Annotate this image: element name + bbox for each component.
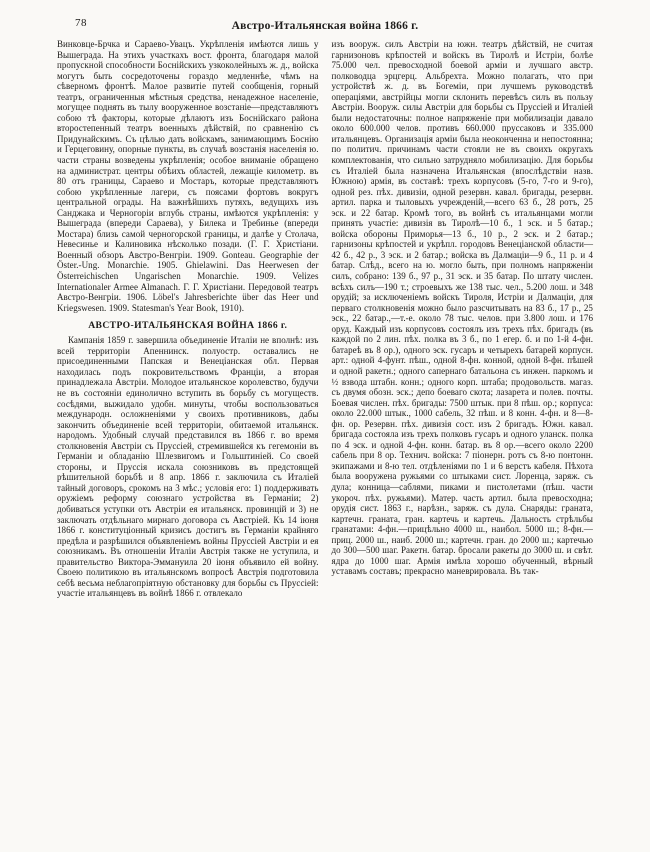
paragraph-continuation-with-bibliography: Винковце-Брчка и Сараево-Увацъ. Укрѣпленія имѣются лишь у Вышеграда. На этихъ участкахъ вост. фронта, благодаря малой пропускной способности Боснійскихъ узкоколейныхъ ж. д., войска могутъ быть сосредоточены гораздо медленнѣе, чѣмъ на сѣверномъ фронтѣ. Малое развитіе путей сообщенія, горный театръ, ограниченныя мѣстныя средства, ненадежное населеніе, могущее поднять въ тылу вооруженное возстаніе—представляютъ собою тѣ факторы, которые дѣлаютъ изъ Боснійскаго района второстепенный театръ военныхъ дѣйствій, по сравненію съ Придунайскимъ. Съ цѣлью дать войскамъ, занимающимъ Боснію и Герцеговину, опорные пункты, въ случаѣ возстанія населенія ю. части страны возведены укрѣпленія; особое вниманіе обращено на администрат. центры обѣихъ областей, лежащіе километр. въ 80 отъ границы, Сараево и Мостаръ, которые представляютъ собою укрѣпленные лагери, съ поясами фортовъ вокругъ центральной ограды. На важнѣйшихъ путяхъ, ведущихъ изъ Санджака и Черногоріи вглубь страны, имѣются укрѣпленія: у Вышеграда (впереди Сараева), у Билека и Требинье (впереди Мостара) близь самой черногорской границы, и далѣе у Столача, Невесинье и Калиновика нѣсколько позади. (Г. Г. Христіани. Военный обзоръ Австро-Венгріи. 1909. Gonteau. Geographie der Öster.-Ung. Monarchie. 1905. Ghielawini. Das Heerwesen der Österreichischen Ungarischen Monarchie. 1909. Velizes Internationaler Armee Almanach. Г. Г. Христіани. Передовой театръ Австро-Венгріи. 1906. Löbel's Jahresberichte über das Heer und Kriegswesen. 1909. Statesman's Year Book, 1910). — [57, 39, 319, 313]
article-heading: АВСТРО-ИТАЛЬЯНСКАЯ ВОЙНА 1866 г. — [88, 320, 288, 332]
paragraph-right-column: изъ вооруж. силъ Австріи на южн. театръ дѣйствій, не считая гарнизоновъ крѣпостей и войскъ въ Тиролѣ и Истріи, болѣе 75.000 чел. превосходной боевой арміи и лучшаго австр. полководца эрцгерц. Альбрехта. Можно полагать, что при устройствѣ ж. д. въ Богеміи, при лучшемъ руководствѣ операціями, австрійцы могли склонить перевѣсъ силъ въ пользу Австріи. Вооруж. силы Австріи для борьбы съ Пруссіей и Италіей были недостаточны: полное напряженіе при мобилизаціи давало около 600.000 челов. противъ 660.000 пруссаковъ и 335.000 итальянцевъ. Организація арміи была неоконченна и непостоянна; по политич. причинамъ части стояли не въ своихъ округахъ комплектованія, что сильно затрудняло мобилизацію. Для борьбы съ Италіей была назначена Итальянская (впослѣдствіи назв. Южною) армія, въ составѣ: трехъ корпусовъ (5-го, 7-го и 9-го), одной рез. пѣх. дивизіи, одной резервн. кавал. бригады, резервн. артил. парка и тыловыхъ учрежденій,—всего 63 б., 28 ротъ, 25 эск. и 22 батар. Кромѣ того, въ войнѣ съ итальянцами могли принять участіе: дивизія въ Тиролѣ—10 б., 1 эск. и 5 батар.; войска обороны Приморья—13 б., 10 р., 2 эск. и 2 батар.; гарнизоны крѣпостей и укрѣпл. городовъ Венеціанской области—42 б., 42 р., 3 эск. и 2 батар.; войска въ Далмаціи—9 б., 11 р. и 4 батар. Слѣд., всего на ю. могло быть, при полномъ напряженіи силъ, собрано: 139 б., 97 р., 31 эск. и 35 батар. По штату числен. всѣхъ силъ—190 т.; строевыхъ же 138 тыс. чел., 5.200 лош. и 348 орудій; за исключеніемъ войскъ Тироля, Истріи и Далмаціи, для перваго столкновенія можно было разсчитывать на 83 б., 17 р., 25 эск., 22 батар.,—т.-е. около 78 тыс. челов. при 3.800 лош. и 176 оруд. Каждый изъ корпусовъ состоялъ изъ трехъ пѣх. бригадъ (въ каждой по 2 лин. пѣх. полка въ 3 б., по 1 егер. б. и по 1-й 4-фн. батареѣ въ 8 ор.), одного эск. гусаръ и четырехъ батарей корпусн. арт.: одной 4-фунт. пѣш., одной 8-фн. конной, одной 8-фн. пѣшей и одной ракетн.; одного сапернаго батальона съ инжен. паркомъ и ½ взвода штабн. конн.; одного корп. штаба; продовольств. магаз. съ двумя обозн. эск.; депо боеваго скота; лазарета и полев. почты. Боевая числен. пѣх. бригады: 7500 штык. при 8 пѣш. ор.; корпуса: около 22.000 штык., 1000 сабель, 32 пѣш. и 8 конн. 4-фн. и 8—8-фн. ор. Резервн. пѣх. дивизія сост. изъ 2 бригадъ. Южн. кавал. бригада состояла изъ трехъ полковъ гусаръ и одного уланск. полка по 4 эск. и одной 4-фн. конн. батар. въ 8 ор.—всего около 2200 сабель при 8 ор. Технич. войска: 7 піонерн. ротъ съ 8-ю понтонн. экипажами и 8-ю тел. отдѣленіями по 1 и 6 верстъ кабеля. Пѣхота была вооружена ружьями со штыками сист. Лоренца, заряж. съ дула; конница—саблями, пиками и пистолетами (пѣш. части укороч. пѣх. ружьями). Матер. часть артил. была превосходна; орудія сист. 1863 г., нарѣзн., заряж. съ дула. Снаряды: граната, картечн. граната, гран. картечь и картечь. Дальность стрѣльбы гранатами: 4-фн.—прицѣльно 4000 ш., наибол. 5000 ш.; 8-фн.—приц. 2000 ш., наиб. 2000 ш.; картечн. гран. до 2000 ш.; картечью до 300—500 шаг. Ракетн. батар. бросали ракеты до 3000 ш. и свѣт. ядра до 1000 шаг. Армія имѣла хорошо обученный, вѣрный уставамъ составъ; прекрасно маневрировала. Въ так- — [331, 39, 593, 577]
left-column — [57, 39, 319, 599]
article-first-paragraph: Кампанія 1859 г. завершила объединеніе Италіи не вполнѣ: изъ всей территоріи Апеннинск. полуостр. оставались не присоединенными Папская и Венеціанская обл. Первая находилась подъ покровительствомъ Франціи, а вторая принадлежала Австріи. Молодое итальянское королевство, будучи не въ состояніи единолично вступить въ борьбу съ могуществ. сосѣдями, выжидало удобн. минуты, чтобы воспользоваться международн. осложненіями у своихъ противниковъ, дабы закончить объединеніе всей территоріи, обитаемой итальянск. народомъ. Удобный случай представился въ 1866 г. во время столкновенія Австріи съ Пруссіей, стремившейся къ гегемоніи въ Германіи и обладанію Шлезвигомъ и Гольштиніей. Со своей стороны, и Пруссія искала союзниковъ въ предстоящей рѣшительной борьбѣ и 8 апр. 1866 г. заключила съ Италіей тайный договоръ, срокомъ на 3 мѣс.; условія его: 1) поддерживать оружіемъ реформу союзнаго устройства въ Германіи; 2) добиваться уступки отъ Австріи ея итальянск. провинцій и 3) не заключать отдѣльнаго мирнаго договора съ Австріей. Къ 14 іюня 1866 г. конституціонный кризисъ достигъ въ Германіи крайняго предѣла и разрѣшился объявленіемъ войны Пруссіей Австріи и ея союзникамъ. Въ отношеніи Италіи Австрія также не уступила, и правительство Виктора-Эммануила 20 іюня объявило ей войну. Своею политикою въ итальянскомъ вопросѣ Австрія подготовила себѣ весьма неблагопріятную обстановку для борьбы съ Пруссіей: участіе итальянцевъ въ войнѣ 1866 г. отвлекало — [57, 335, 319, 599]
right-column — [332, 39, 594, 599]
page-header — [57, 16, 593, 34]
running-title: Австро-Итальянская война 1866 г. — [231, 20, 419, 32]
page-number: 78 — [75, 17, 87, 29]
text-columns — [57, 39, 593, 599]
